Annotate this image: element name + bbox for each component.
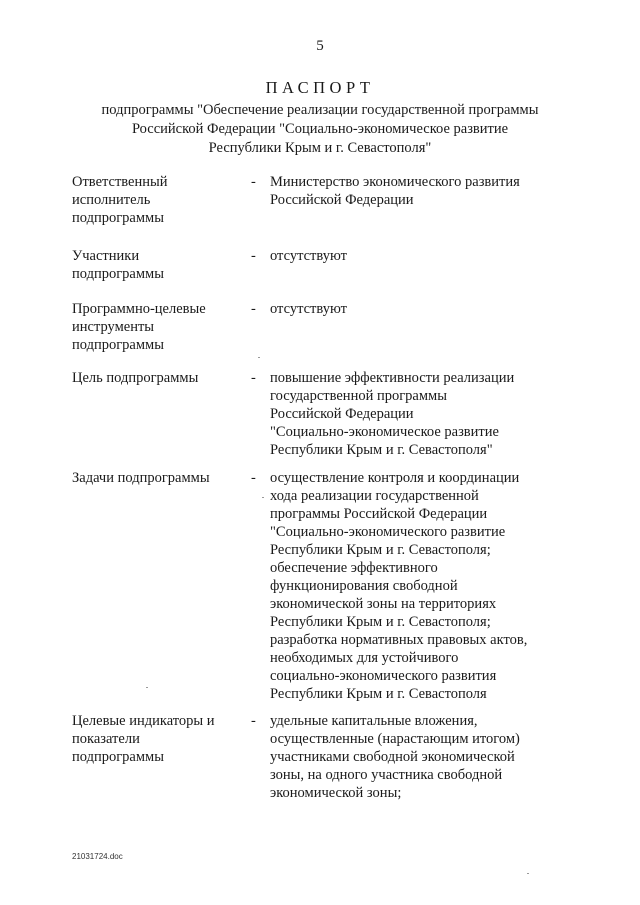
- scan-speck: [146, 687, 148, 688]
- scan-speck: [262, 497, 264, 498]
- passport-row-instruments: [72, 300, 572, 369]
- subtitle-line: Республики Крым и г. Севастополя": [208, 140, 432, 156]
- row-label: Цель подпрограммы: [72, 370, 199, 386]
- subtitle-line: Российской Федерации "Социально-экономическое развитие: [131, 121, 509, 137]
- row-dash: -: [251, 301, 256, 317]
- file-name-footer: 21031724.doc: [72, 852, 123, 861]
- row-dash: -: [251, 370, 256, 386]
- row-dash: -: [251, 713, 256, 729]
- passport-table: [72, 173, 572, 807]
- row-value: удельные капитальные вложения, осуществленные (нарастающим итогом) участниками свободной экономической зоны, на одного участника свободной экономической зоны;: [270, 713, 520, 801]
- row-dash: -: [251, 174, 256, 190]
- document-subtitle: [0, 101, 640, 158]
- row-dash: -: [251, 248, 256, 264]
- row-label: Программно-целевые инструменты подпрограммы: [72, 301, 206, 353]
- scan-speck: [258, 357, 260, 358]
- page-number: 5: [316, 38, 324, 54]
- row-label: Участники подпрограммы: [72, 248, 164, 282]
- scan-speck: [527, 873, 529, 874]
- row-label: Целевые индикаторы и показатели подпрограммы: [72, 713, 215, 765]
- row-value: осуществление контроля и координации хода реализации государственной программы Российской Федерации "Социально-экономического развитие Республики Крым и г. Севастополя; обеспечение эффективного функционирования свободной экономической зоны на территориях Республики Крым и г. Севастополя; разработка нормативных правовых актов, необходимых для устойчивого социально-экономического развития Республики Крым и г. Севастополя: [270, 470, 528, 702]
- row-value: повышение эффективности реализации государственной программы Российской Федерации "Социально-экономическое развитие Республики Крым и г. Севастополя": [270, 370, 515, 458]
- passport-row-goal: [72, 369, 572, 469]
- passport-row-tasks: [72, 469, 572, 712]
- document-title: ПАСПОРТ: [265, 78, 375, 97]
- passport-row-indicators: [72, 712, 572, 807]
- row-value: отсутствуют: [270, 248, 347, 264]
- row-dash: -: [251, 470, 256, 486]
- passport-row-responsible: [72, 173, 572, 247]
- row-value: отсутствуют: [270, 301, 347, 317]
- row-value: Министерство экономического развития Российской Федерации: [270, 174, 520, 208]
- row-label: Ответственный исполнитель подпрограммы: [72, 174, 168, 226]
- subtitle-line: подпрограммы "Обеспечение реализации государственной программы: [101, 102, 539, 118]
- row-label: Задачи подпрограммы: [72, 470, 210, 486]
- passport-row-participants: [72, 247, 572, 300]
